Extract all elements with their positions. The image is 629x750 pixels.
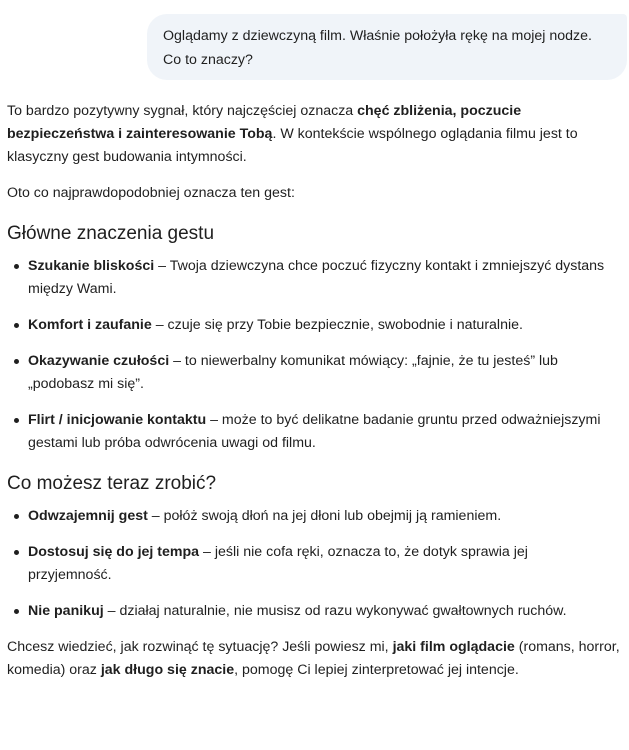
list-item-text: – Twoja dziewczyna chce poczuć fizyczny kontakt i zmniejszyć dystans między Wami. [28,258,605,297]
list-item-title: Szukanie bliskości [28,258,155,274]
list-item-text: – połóż swoją dłoń na jej dłoni lub obejmij ją ramieniem. [147,508,502,524]
list-item-title: Komfort i zaufanie [28,317,152,333]
intro-text-start: To bardzo pozytywny sygnał, który najczęściej oznacza [7,103,358,119]
outro-bold-duration: jak długo się znacie [100,662,235,678]
outro-paragraph [7,636,623,682]
intro-paragraph [7,100,623,169]
list-item [7,255,623,301]
list-item-text: – to niewerbalny komunikat mówiący: „fajnie, że tu jesteś” lub „podobasz mi się”. [28,353,558,392]
list-item-title: Nie panikuj [28,603,104,619]
list-item [7,505,623,528]
outro-text-end: , pomogę Ci lepiej zinterpretować jej intencje. [234,662,519,678]
list-item [7,600,623,623]
section-heading-actions: Co możesz teraz zrobić? [7,473,217,494]
list-item-title: Okazywanie czułości [28,353,170,369]
list-item-text: – czuje się przy Tobie bezpiecznie, swobodnie i naturalnie. [151,317,523,333]
intro-text-end: . W kontekście wspólnego oglądania filmu jest to klasyczny gest budowania intymności. [7,126,578,165]
list-item-text: – działaj naturalnie, nie musisz od razu wykonywać gwałtownych ruchów. [103,603,567,619]
list-item [7,314,623,337]
list-item [7,350,623,396]
list-item-title: Odwzajemnij gest [28,508,148,524]
list-item-text: – może to być delikatne badanie gruntu przed odważniejszymi gestami lub próba odwrócenia uwagi od filmu. [28,412,601,451]
outro-bold-film: jaki film oglądacie [392,639,515,655]
actions-list [7,505,623,623]
list-item-title: Dostosuj się do jej tempa [28,544,200,560]
list-item [7,409,623,455]
user-message-text: Oglądamy z dziewczyną film. Właśnie położyła rękę na mojej nodze. Co to znaczy? [163,28,592,68]
assistant-response [7,100,623,682]
user-message-bubble [147,14,627,80]
lead-paragraph: Oto co najprawdopodobniej oznacza ten gest: [7,185,295,201]
meanings-list [7,255,623,455]
list-item [7,541,623,587]
list-item-text: – jeśli nie cofa ręki, oznacza to, że dotyk sprawia jej przyjemność. [28,544,528,583]
outro-text-start: Chcesz wiedzieć, jak rozwinąć tę sytuację? Jeśli powiesz mi, [7,639,393,655]
list-item-title: Flirt / inicjowanie kontaktu [28,412,207,428]
section-heading-meanings: Główne znaczenia gestu [7,223,215,244]
outro-text-middle: (romans, horror, komedia) oraz [7,639,620,678]
intro-bold: chęć zbliżenia, poczucie bezpieczeństwa i zainteresowanie Tobą [7,103,522,142]
